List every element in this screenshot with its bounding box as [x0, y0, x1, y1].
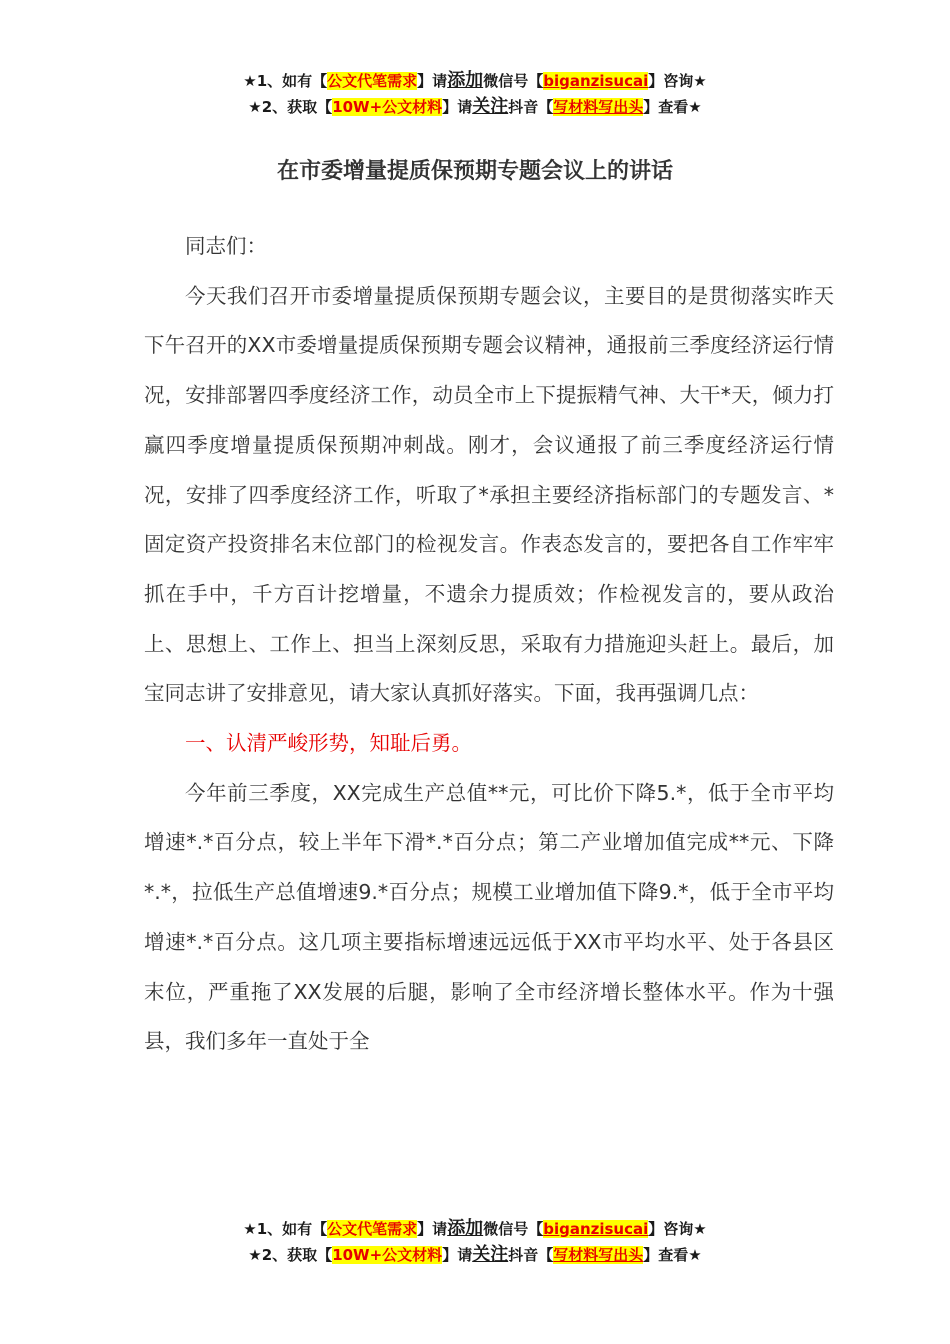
promo-text: 】查看★: [643, 98, 702, 116]
promo-text: 】请: [417, 1220, 448, 1238]
promo-douyin-id: 写材料写出头: [553, 1246, 644, 1264]
greeting-paragraph: 同志们：: [185, 234, 267, 258]
body-paragraph: 今年前三季度，XX完成生产总值**元，可比价下降5.*，低于全市平均增速*.*百分点，较上半年下滑*.*百分点；第二产业增加值完成**元、下降*.*，拉低生产总值增速9.*百分点；规模工业增加值下降9.*，低于全市平均增速*.*百分点。这几项主要指标增速远远低于XX市平均水平、处于各县区末位，严重拖了XX发展的后腿，影响了全市经济增长整体水平。作为十强县，我们多年一直处于全: [144, 780, 834, 1054]
promo-text: 抖音【: [508, 1246, 554, 1264]
promo-text: 】请: [442, 1246, 473, 1264]
section-heading: 一、认清严峻形势，知耻后勇。: [185, 731, 472, 756]
document-body: [144, 222, 834, 1067]
promo-emphasis: 关注: [472, 96, 509, 117]
promo-line-2: [0, 94, 950, 120]
promo-douyin-id: 写材料写出头: [553, 98, 644, 116]
document-title: 在市委增量提质保预期专题会议上的讲话: [276, 159, 673, 184]
body-paragraph: 今天我们召开市委增量提质保预期专题会议，主要目的是贯彻落实昨天下午召开的XX市委增量提质保预期专题会议精神，通报前三季度经济运行情况，安排部署四季度经济工作，动员全市上下提振精气神、大干*天，倾力打赢四季度增量提质保预期冲刺战。刚才，会议通报了前三季度经济运行情况，安排了四季度经济工作，听取了*承担主要经济指标部门的专题发言、*固定资产投资排名末位部门的检视发言。作表态发言的，要把各自工作牢牢抓在手中，千方百计挖增量，不遗余力提质效；作检视发言的，要从政治上、思想上、工作上、担当上深刻反思，采取有力措施迎头赶上。最后，加宝同志讲了安排意见，请大家认真抓好落实。下面，我再强调几点：: [144, 283, 834, 706]
promo-highlight: 10W+公文材料: [332, 98, 443, 116]
promo-wechat-id: biganzisucai: [543, 1220, 649, 1238]
promo-line-2: [0, 1242, 950, 1268]
promo-emphasis: 关注: [472, 1244, 509, 1265]
promo-highlight: 10W+公文材料: [332, 1246, 443, 1264]
promo-text: 】咨询★: [648, 72, 707, 90]
promo-wechat-id: biganzisucai: [543, 72, 649, 90]
promo-line-1: [0, 1216, 950, 1242]
footer-promo-banner: [0, 1216, 950, 1268]
promo-text: 微信号【: [483, 1220, 544, 1238]
promo-highlight: 公文代笔需求: [327, 72, 418, 90]
promo-text: 抖音【: [508, 98, 554, 116]
promo-text: ★1、如有【: [243, 72, 328, 90]
promo-text: ★2、获取【: [248, 98, 333, 116]
promo-text: ★1、如有【: [243, 1220, 328, 1238]
promo-emphasis: 添加: [447, 70, 484, 91]
header-promo-banner: [0, 68, 950, 120]
promo-emphasis: 添加: [447, 1218, 484, 1239]
promo-text: 微信号【: [483, 72, 544, 90]
promo-text: 】请: [442, 98, 473, 116]
promo-line-1: [0, 68, 950, 94]
promo-text: 】查看★: [643, 1246, 702, 1264]
promo-text: ★2、获取【: [248, 1246, 333, 1264]
promo-text: 】请: [417, 72, 448, 90]
promo-highlight: 公文代笔需求: [327, 1220, 418, 1238]
promo-text: 】咨询★: [648, 1220, 707, 1238]
